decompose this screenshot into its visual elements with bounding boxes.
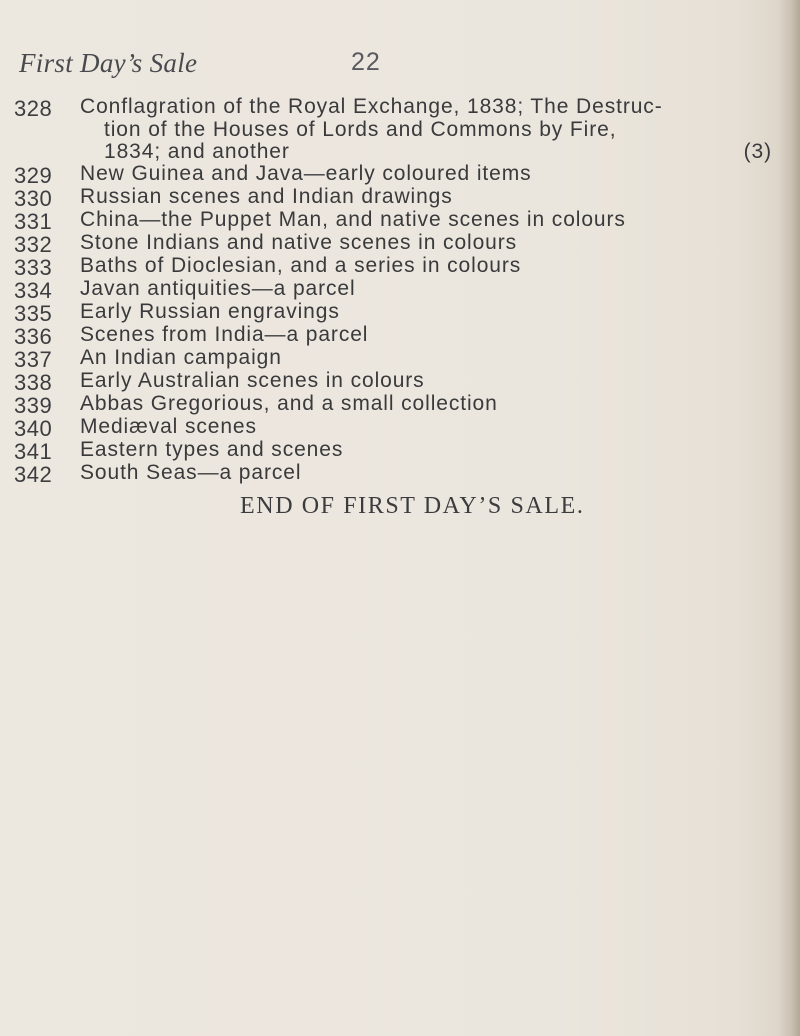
lot-number: 333 bbox=[14, 255, 53, 280]
lot-number: 332 bbox=[14, 232, 53, 257]
lot-description-text: 1834; and another bbox=[104, 140, 290, 163]
lot-number: 330 bbox=[14, 186, 53, 211]
page-number: 22 bbox=[351, 48, 381, 76]
lot-number: 339 bbox=[14, 393, 53, 418]
lot-number: 334 bbox=[14, 278, 53, 303]
lot-description: Baths of Dioclesian, and a series in colours bbox=[80, 254, 522, 277]
lot-number: 336 bbox=[14, 324, 53, 349]
lot-description: Scenes from India—a parcel bbox=[80, 323, 369, 346]
lot-quantity: (3) bbox=[743, 140, 772, 163]
lot-number: 341 bbox=[14, 439, 53, 464]
lot-description: Early Russian engravings bbox=[80, 300, 340, 323]
lot-description: China—the Puppet Man, and native scenes in colours bbox=[80, 208, 626, 231]
lot-description-line: Conflagration of the Royal Exchange, 1838; The Destruc- bbox=[80, 95, 663, 118]
lot-description: An Indian campaign bbox=[80, 346, 282, 369]
lot-description: Early Australian scenes in colours bbox=[80, 369, 425, 392]
lot-description bbox=[80, 96, 780, 164]
lot-number: 335 bbox=[14, 301, 53, 326]
end-of-sale-notice: END OF FIRST DAY’S SALE. bbox=[240, 493, 585, 519]
lot-description-line bbox=[80, 141, 780, 164]
lot-description-line: tion of the Houses of Lords and Commons by Fire, bbox=[104, 117, 617, 141]
lot-number: 331 bbox=[14, 209, 53, 234]
lot-number: 328 bbox=[14, 96, 53, 121]
page-edge-shadow bbox=[778, 0, 800, 1036]
running-title: First Day’s Sale bbox=[19, 48, 198, 78]
lot-number: 338 bbox=[14, 370, 53, 395]
lot-description: Eastern types and scenes bbox=[80, 438, 344, 461]
lot-number: 340 bbox=[14, 416, 53, 441]
lot-number: 329 bbox=[14, 163, 53, 188]
lot-description: Stone Indians and native scenes in colours bbox=[80, 231, 518, 254]
lot-number: 342 bbox=[14, 462, 53, 487]
lot-description: South Seas—a parcel bbox=[80, 461, 302, 484]
lot-description: Abbas Gregorious, and a small collection bbox=[80, 392, 498, 415]
lot-description: Mediæval scenes bbox=[80, 415, 257, 438]
lot-description: Russian scenes and Indian drawings bbox=[80, 185, 453, 208]
lot-number: 337 bbox=[14, 347, 53, 372]
page-header bbox=[19, 48, 759, 88]
lot-description: New Guinea and Java—early coloured items bbox=[80, 162, 532, 185]
lot-description: Javan antiquities—a parcel bbox=[80, 277, 356, 300]
